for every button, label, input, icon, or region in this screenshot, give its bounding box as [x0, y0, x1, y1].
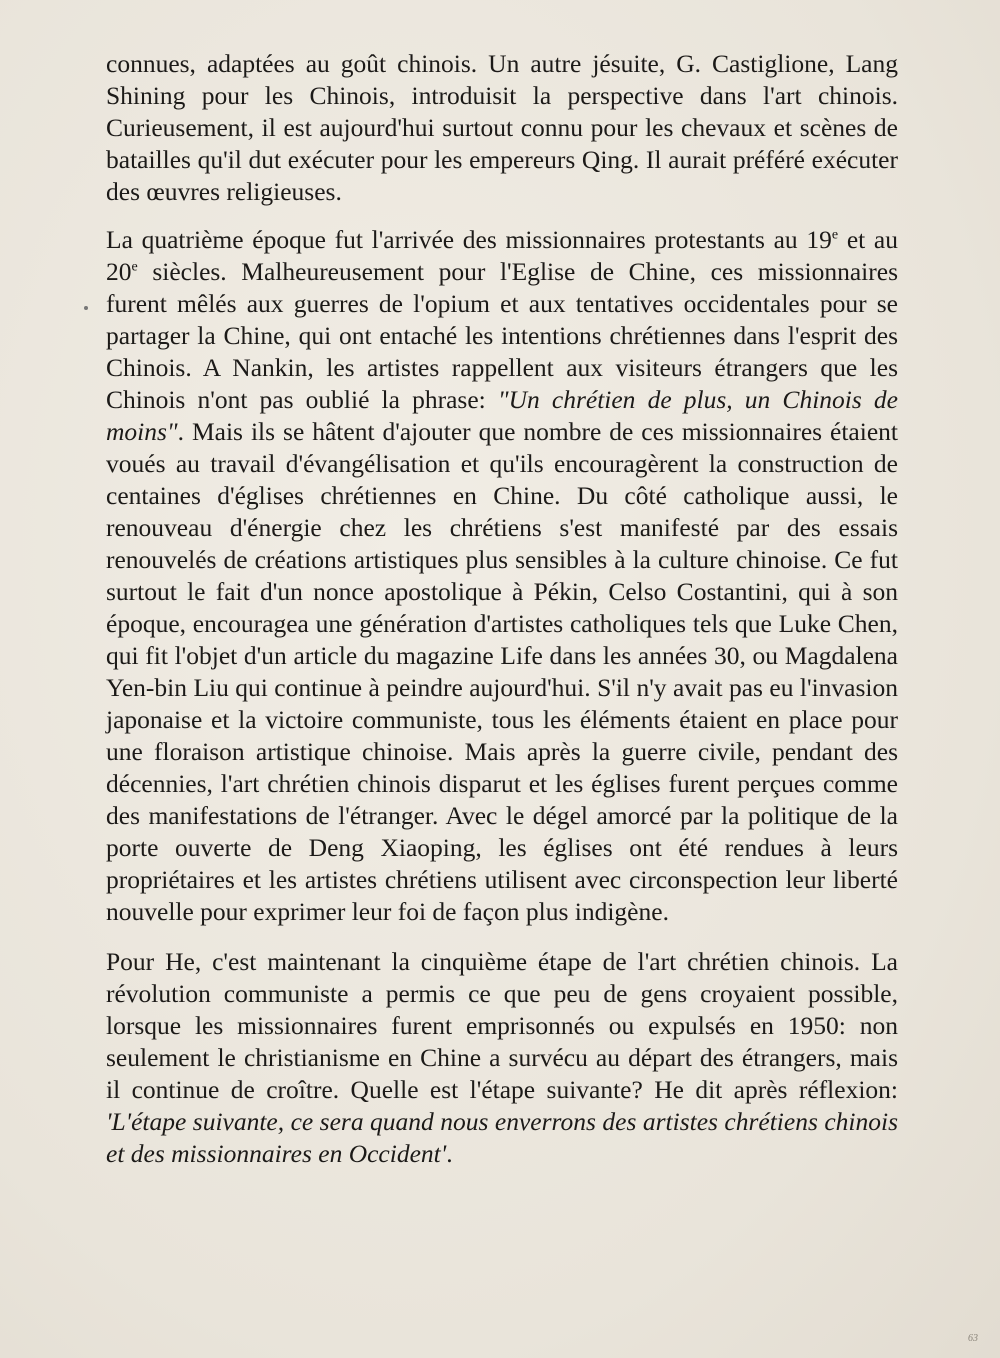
paragraph-text: connues, adaptées au goût chinois. Un autre jésuite, G. Castiglione, Lang Shining pour les Chinois, introduisit la perspective dans l'art chinois. Curieusement, il est aujourd'hui surtout connu pour les chevaux et scènes de batailles qu'il dut exécuter pour les empereurs Qing. Il aurait préféré exécuter des œuvres religieuses.: [106, 49, 898, 206]
paragraph-fifth-stage: [106, 946, 898, 1170]
paragraph-text: La quatrième époque fut l'arrivée des missionnaires protestants au 19: [106, 225, 832, 254]
ordinal-suffix: e: [131, 259, 138, 275]
page-number: 63: [968, 1333, 978, 1344]
paragraph-text: siècles. Malheureusement pour l'Eglise de Chine, ces missionnaires furent mêlés aux guerres de l'opium et aux tentatives occidentales pour se partager la Chine, qui ont entaché les intentions chrétiennes dans l'esprit des Chinois. A Nankin, les artistes rappellent aux visiteurs étrangers que les Chinois n'ont pas oublié la phrase:: [106, 257, 898, 414]
paragraph-text: . Mais ils se hâtent d'ajouter que nombre de ces missionnaires étaient voués au travail d'évangélisation et qu'ils encouragèrent la construction de centaines d'églises chrétiennes en Chine. Du côté catholique aussi, le renouveau d'énergie chez les chrétiens s'est manifesté par des essais renouvelés de créations artistiques plus sensibles à la culture chinoise. Ce fut surtout le fait d'un nonce apostolique à Pékin, Celso Costantini, qui à son époque, encouragea une génération d'artistes catholiques tels que Luke Chen, qui fit l'objet d'un article du magazine Life dans les années 30, ou Magdalena Yen-bin Liu qui continue à peindre aujourd'hui. S'il n'y avait pas eu l'invasion japonaise et la victoire communiste, tous les éléments étaient en place pour une floraison artistique chinoise. Mais après la guerre civile, pendant des décennies, l'art chrétien chinois disparut et les églises furent perçues comme des manifestations de l'étranger. Avec le dégel amorcé par la politique de la porte ouverte de Deng Xiaoping, les églises ont été rendues à leurs propriétaires et les artistes chrétiens utilisent avec circonspection leur liberté nouvelle pour exprimer leur foi de façon plus indigène.: [106, 417, 898, 926]
paragraph-text: .: [446, 1139, 453, 1168]
article-body: [106, 48, 898, 1183]
quoted-phrase: "Un chrétien de plus, un Chinois de moins": [106, 385, 898, 446]
margin-dot: [84, 306, 88, 310]
paragraph-text: Pour He, c'est maintenant la cinquième étape de l'art chrétien chinois. La révolution communiste a permis ce que peu de gens croyaient possible, lorsque les missionnaires furent emprisonnés ou expulsés en 1950: non seulement le christianisme en Chine a survécu au départ des étrangers, mais il continue de croître. Quelle est l'étape suivante? He dit après réflexion:: [106, 947, 898, 1104]
paragraph-fourth-epoch: [106, 224, 898, 928]
quoted-phrase: 'L'étape suivante, ce sera quand nous enverrons des artistes chrétiens chinois et des missionnaires en Occident': [106, 1107, 898, 1168]
paragraph-castiglione: [106, 48, 898, 208]
ordinal-suffix: e: [831, 227, 839, 243]
paragraph-text: et au 20: [106, 225, 898, 286]
